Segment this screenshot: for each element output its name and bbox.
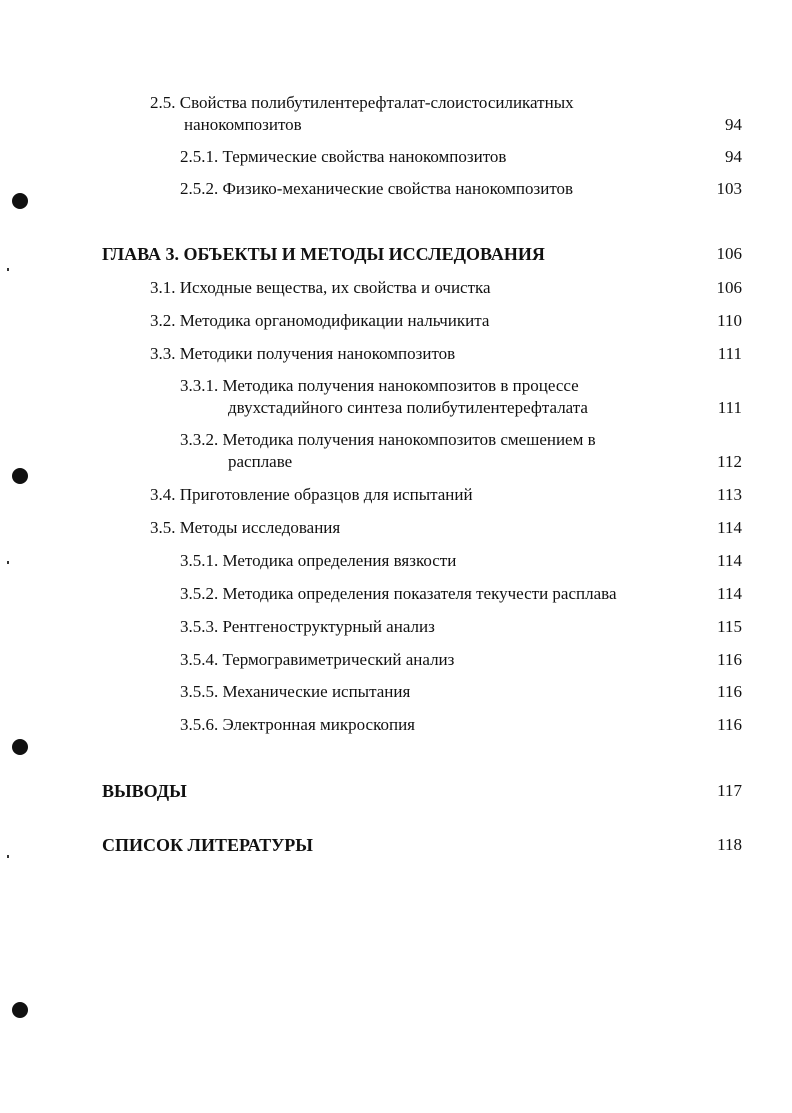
toc-entry-page: 115 xyxy=(717,617,742,636)
toc-conclusions xyxy=(102,780,187,802)
toc-entry-title: Физико-механические свойства нанокомпозитов xyxy=(222,179,574,198)
toc-entry-3-4 xyxy=(150,484,473,506)
toc-entry-title: Термические свойства нанокомпозитов xyxy=(222,147,507,166)
toc-entry-title: Методики получения нанокомпозитов xyxy=(179,344,456,363)
toc-entry-number: 3.2. xyxy=(150,311,176,330)
toc-entry-page: 111 xyxy=(717,344,742,363)
binder-hole-mark xyxy=(12,1002,28,1018)
toc-entry-title: Исходные вещества, их свойства и очистка xyxy=(179,278,491,297)
toc-entry-page: 116 xyxy=(717,715,742,734)
toc-entry-page: 114 xyxy=(717,584,742,603)
toc-chapter-title: СПИСОК ЛИТЕРАТУРЫ xyxy=(102,835,313,855)
toc-entry-page: 114 xyxy=(717,551,742,570)
toc-entry-page: 103 xyxy=(716,179,742,198)
toc-entry-2-5-1 xyxy=(180,146,506,168)
binder-hole-mark xyxy=(12,193,28,209)
toc-entry-title-continuation: нанокомпозитов xyxy=(184,115,302,134)
toc-entry-3-5-2 xyxy=(180,583,617,605)
toc-entry-3-2 xyxy=(150,310,489,332)
toc-entry-page: 106 xyxy=(716,244,742,263)
toc-entry-title: Методика органомодификации нальчикита xyxy=(179,311,490,330)
toc-entry-3-3-2 xyxy=(180,429,596,473)
toc-entry-3-3 xyxy=(150,343,455,365)
toc-entry-page: 118 xyxy=(717,835,742,854)
toc-entry-3-5-3 xyxy=(180,616,435,638)
toc-entry-title: Термогравиметрический анализ xyxy=(222,650,455,669)
toc-entry-title: Свойства полибутилентерефталат-слоистосиликатных xyxy=(179,93,574,112)
toc-entry-3-5-1 xyxy=(180,550,456,572)
toc-entry-number: 3.3. xyxy=(150,344,176,363)
toc-entry-page: 111 xyxy=(717,398,742,417)
toc-entry-number: 2.5.2. xyxy=(180,179,219,198)
toc-entry-number: 3.5.5. xyxy=(180,682,219,701)
toc-entry-page: 106 xyxy=(716,278,742,297)
toc-entry-2-5-2 xyxy=(180,178,573,200)
toc-entry-title: Электронная микроскопия xyxy=(222,715,416,734)
toc-entry-page: 116 xyxy=(717,682,742,701)
toc-entry-3-1 xyxy=(150,277,491,299)
binder-hole-mark xyxy=(12,468,28,484)
toc-entry-3-5-5 xyxy=(180,681,410,703)
toc-entry-page: 94 xyxy=(725,147,742,166)
scan-speck xyxy=(7,855,9,858)
toc-entry-title: Методика определения вязкости xyxy=(222,551,457,570)
toc-entry-page: 116 xyxy=(717,650,742,669)
toc-entry-3-3-1 xyxy=(180,375,588,419)
toc-entry-title-continuation: двухстадийного синтеза полибутилентерефталата xyxy=(228,398,588,417)
toc-entry-3-5-6 xyxy=(180,714,415,736)
toc-entry-title: Рентгеноструктурный анализ xyxy=(222,617,435,636)
toc-entry-2-5 xyxy=(150,92,574,136)
toc-entry-title: Методика получения нанокомпозитов в процессе xyxy=(222,376,579,395)
toc-entry-number: 3.4. xyxy=(150,485,176,504)
toc-entry-3-5 xyxy=(150,517,340,539)
toc-entry-number: 2.5.1. xyxy=(180,147,219,166)
toc-entry-page: 113 xyxy=(717,485,742,504)
toc-chapter-3 xyxy=(102,243,545,265)
toc-entry-title: Механические испытания xyxy=(222,682,411,701)
toc-entry-number: 3.5.1. xyxy=(180,551,219,570)
toc-entry-number: 2.5. xyxy=(150,93,176,112)
toc-references xyxy=(102,834,313,856)
toc-entry-title: Методика получения нанокомпозитов смешением в xyxy=(222,430,596,449)
toc-entry-title: Методы исследования xyxy=(179,518,341,537)
scan-speck xyxy=(7,561,9,564)
toc-entry-number: 3.1. xyxy=(150,278,176,297)
toc-entry-number: 3.5.3. xyxy=(180,617,219,636)
toc-entry-page: 114 xyxy=(717,518,742,537)
toc-entry-title-continuation: расплаве xyxy=(228,452,293,471)
toc-entry-number: 3.5. xyxy=(150,518,176,537)
toc-entry-number: 3.5.4. xyxy=(180,650,219,669)
toc-entry-page: 94 xyxy=(725,115,742,134)
toc-entry-page: 112 xyxy=(717,452,742,471)
binder-hole-mark xyxy=(12,739,28,755)
toc-chapter-title: ВЫВОДЫ xyxy=(102,781,187,801)
toc-entry-page: 110 xyxy=(717,311,742,330)
toc-entry-number: 3.5.2. xyxy=(180,584,219,603)
scan-speck xyxy=(7,268,9,271)
toc-entry-title: Приготовление образцов для испытаний xyxy=(179,485,473,504)
toc-entry-3-5-4 xyxy=(180,649,454,671)
toc-chapter-title: ГЛАВА 3. ОБЪЕКТЫ И МЕТОДЫ ИССЛЕДОВАНИЯ xyxy=(102,244,545,264)
toc-entry-number: 3.5.6. xyxy=(180,715,219,734)
toc-entry-number: 3.3.1. xyxy=(180,376,219,395)
toc-entry-number: 3.3.2. xyxy=(180,430,219,449)
toc-entry-title: Методика определения показателя текучести расплава xyxy=(222,584,617,603)
toc-entry-page: 117 xyxy=(717,781,742,800)
